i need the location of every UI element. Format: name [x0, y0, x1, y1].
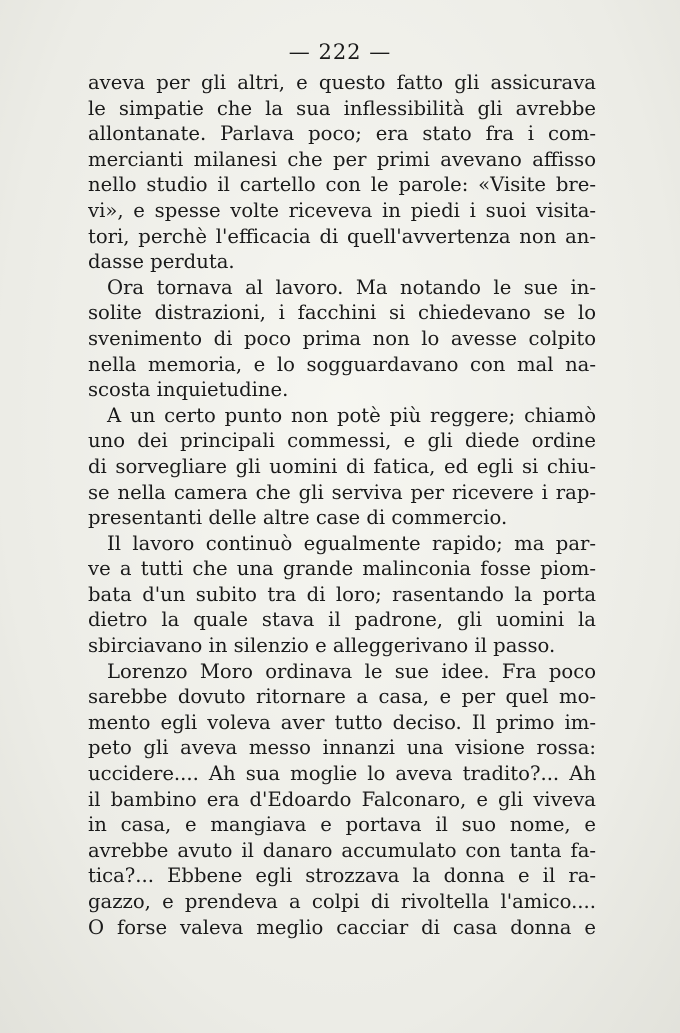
text-line: mercianti milanesi che per primi avevano affisso	[88, 147, 596, 171]
text-line: Ora tornava al lavoro. Ma notando le sue in-	[107, 275, 596, 299]
text-line: nella memoria, e lo sogguardavano con mal na-	[88, 352, 596, 376]
text-line: dasse perduta.	[88, 250, 235, 274]
text-line: di sorvegliare gli uomini di fatica, ed egli si chiu-	[88, 454, 596, 478]
text-line: uccidere.... Ah sua moglie lo aveva tradito?... Ah	[88, 762, 596, 786]
text-line: mento egli voleva aver tutto deciso. Il primo im-	[88, 710, 596, 734]
text-line: dietro la quale stava il padrone, gli uomini la	[88, 608, 596, 632]
text-line: Lorenzo Moro ordinava le sue idee. Fra poco	[107, 659, 596, 683]
text-line: solite distrazioni, i facchini si chiedevano se lo	[88, 301, 596, 325]
text-line: allontanate. Parlava poco; era stato fra i com-	[88, 122, 596, 146]
text-line: le simpatie che la sua inflessibilità gli avrebbe	[88, 96, 596, 120]
text-line: bata d'un subito tra di loro; rasentando la porta	[88, 582, 596, 606]
text-line: ve a tutti che una grande malinconia fosse piom-	[88, 557, 596, 581]
text-line: Il lavoro continuò egualmente rapido; ma par-	[107, 531, 596, 555]
text-line: aveva per gli altri, e questo fatto gli assicurava	[88, 71, 596, 94]
text-line: A un certo punto non potè più reggere; chiamò	[107, 403, 596, 427]
text-line: peto gli aveva messo innanzi una visione rossa:	[88, 736, 596, 760]
text-line: il bambino era d'Edoardo Falconaro, e gli viveva	[88, 787, 596, 811]
body-text	[88, 70, 596, 940]
text-line: in casa, e mangiava e portava il suo nome, e	[88, 813, 596, 837]
text-line: sarebbe dovuto ritornare a casa, e per quel mo-	[88, 685, 596, 709]
text-line: se nella camera che gli serviva per ricevere i rap-	[88, 480, 596, 504]
text-line: nello studio il cartello con le parole: «Visite bre-	[88, 173, 596, 197]
text-line: presentanti delle altre case di commercio.	[88, 506, 508, 530]
text-line: avrebbe avuto il danaro accumulato con tanta fa-	[88, 838, 596, 862]
text-line: scosta inquietudine.	[88, 378, 289, 402]
text-line: sbirciavano in silenzio e alleggerivano il passo.	[88, 634, 556, 658]
text-line: tica?... Ebbene egli strozzava la donna e il ra-	[88, 864, 596, 888]
page-number: — 222 —	[288, 40, 392, 64]
text-line: tori, perchè l'efficacia di quell'avvertenza non an-	[88, 224, 596, 248]
text-line: vi», e spesse volte riceveva in piedi i suoi visita-	[88, 198, 596, 222]
text-line: gazzo, e prendeva a colpi di rivoltella l'amico....	[88, 890, 596, 913]
text-line: O forse valeva meglio cacciar di casa donna e	[88, 915, 596, 939]
text-line: svenimento di poco prima non lo avesse colpito	[88, 326, 596, 350]
text-line: uno dei principali commessi, e gli diede ordine	[88, 429, 596, 453]
